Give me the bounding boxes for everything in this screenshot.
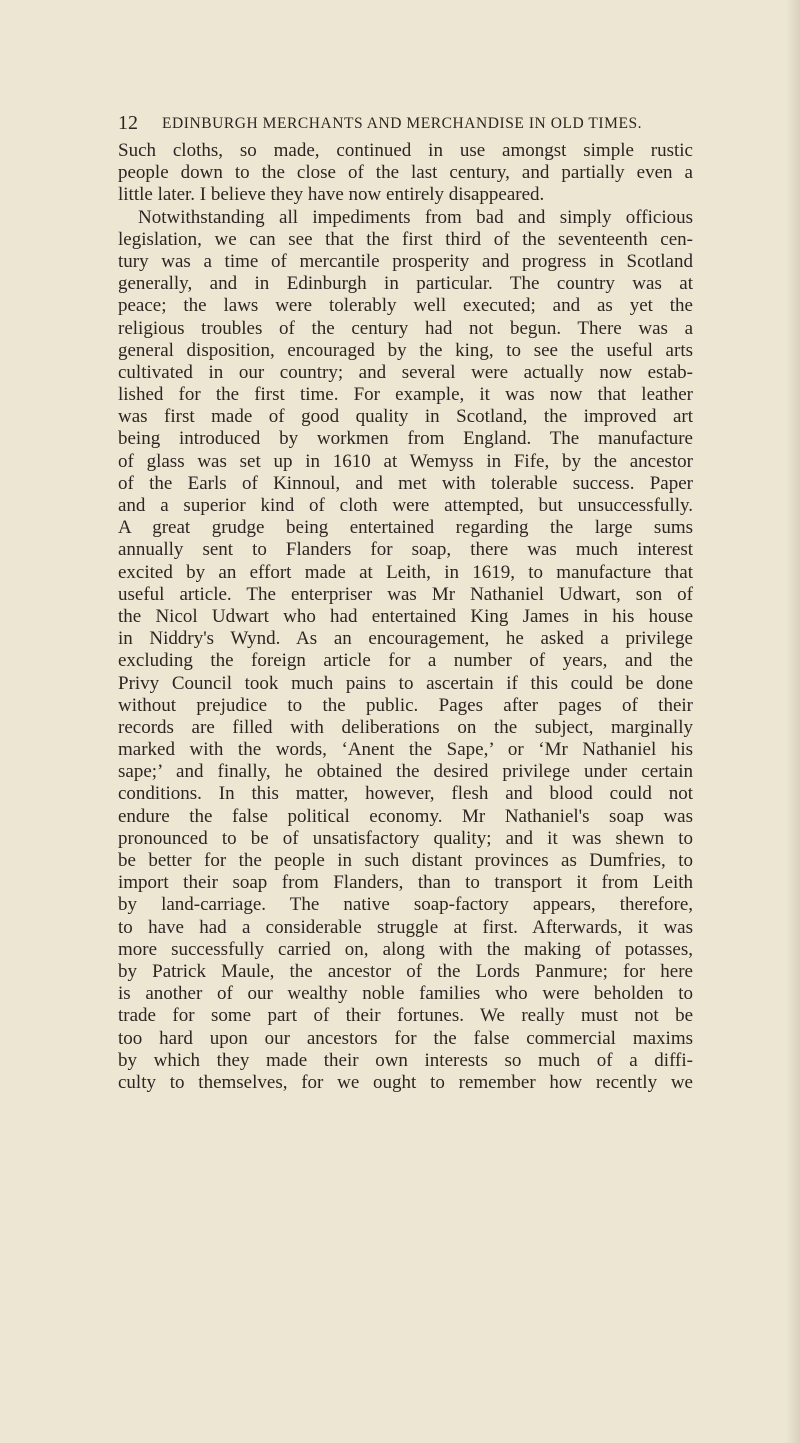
text-line: be better for the people in such distant provinces as Dumfries, to <box>118 850 693 871</box>
text-line: Such cloths, so made, continued in use amongst simple rustic <box>118 140 693 161</box>
text-line: was first made of good quality in Scotland, the improved art <box>118 406 693 428</box>
body-text <box>118 140 693 1094</box>
text-line: import their soap from Flanders, than to transport it from Leith <box>118 872 693 894</box>
running-title: EDINBURGH MERCHANTS AND MERCHANDISE IN OLD TIMES. <box>162 115 643 132</box>
text-line: marked with the words, ‘Anent the Sape,’ or ‘Mr Nathaniel his <box>118 739 693 761</box>
text-line: legislation, we can see that the first third of the seventeenth cen- <box>118 228 693 250</box>
text-line: useful article. The enterpriser was Mr Nathaniel Udwart, son of <box>118 583 693 605</box>
text-line: sape;’ and finally, he obtained the desired privilege under certain <box>118 761 693 783</box>
text-line: lished for the first time. For example, it was now that leather <box>118 384 693 406</box>
text-line: by which they made their own interests so much of a diffi- <box>118 1049 693 1071</box>
text-line: endure the false political economy. Mr Nathaniel's soap was <box>118 805 693 827</box>
text-line: people down to the close of the last century, and partially even a <box>118 162 693 184</box>
text-line: excluding the foreign article for a number of years, and the <box>118 650 693 672</box>
text-line: too hard upon our ancestors for the false commercial maxims <box>118 1027 693 1049</box>
text-line: annually sent to Flanders for soap, there was much interest <box>118 539 693 561</box>
text-line: to have had a considerable struggle at first. Afterwards, it was <box>118 916 693 938</box>
text-line: culty to themselves, for we ought to remember how recently we <box>118 1071 693 1093</box>
text-line: generally, and in Edinburgh in particular. The country was at <box>118 273 693 295</box>
text-line: Notwithstanding all impediments from bad and simply officious <box>138 206 693 228</box>
text-line: little later. I believe they have now entirely disappeared. <box>118 184 545 206</box>
text-line: Privy Council took much pains to ascertain if this could be done <box>118 672 693 694</box>
text-line: is another of our wealthy noble families who were beholden to <box>118 983 693 1005</box>
text-line: tury was a time of mercantile prosperity and progress in Scotland <box>118 250 693 272</box>
text-line: general disposition, encouraged by the king, to see the useful arts <box>118 339 693 361</box>
text-line: peace; the laws were tolerably well executed; and as yet the <box>118 295 693 317</box>
text-line: by land-carriage. The native soap-factory appears, therefore, <box>118 894 693 916</box>
text-line: in Niddry's Wynd. As an encouragement, he asked a privilege <box>118 628 693 650</box>
page-number: 12 <box>118 112 138 134</box>
text-line: excited by an effort made at Leith, in 1619, to manufacture that <box>118 561 693 583</box>
text-line: A great grudge being entertained regarding the large sums <box>118 517 693 539</box>
page-header <box>118 112 688 136</box>
text-line: trade for some part of their fortunes. We really must not be <box>118 1005 693 1027</box>
page-edge-shadow <box>786 0 800 1443</box>
text-line: the Nicol Udwart who had entertained King James in his house <box>118 605 693 627</box>
text-line: conditions. In this matter, however, flesh and blood could not <box>118 783 693 805</box>
text-line: of glass was set up in 1610 at Wemyss in Fife, by the ancestor <box>118 450 693 472</box>
text-line: cultivated in our country; and several were actually now estab- <box>118 361 693 383</box>
text-line: being introduced by workmen from England. The manufacture <box>118 428 693 450</box>
text-line: by Patrick Maule, the ancestor of the Lords Panmure; for here <box>118 960 693 982</box>
text-line: religious troubles of the century had not begun. There was a <box>118 317 693 339</box>
text-line: pronounced to be of unsatisfactory quality; and it was shewn to <box>118 827 693 849</box>
text-line: records are filled with deliberations on the subject, marginally <box>118 716 693 738</box>
text-line: without prejudice to the public. Pages after pages of their <box>118 694 693 716</box>
text-line: more successfully carried on, along with the making of potasses, <box>118 938 693 960</box>
text-line: of the Earls of Kinnoul, and met with tolerable success. Paper <box>118 472 693 494</box>
text-line: and a superior kind of cloth were attempted, but unsuccessfully. <box>118 495 693 516</box>
